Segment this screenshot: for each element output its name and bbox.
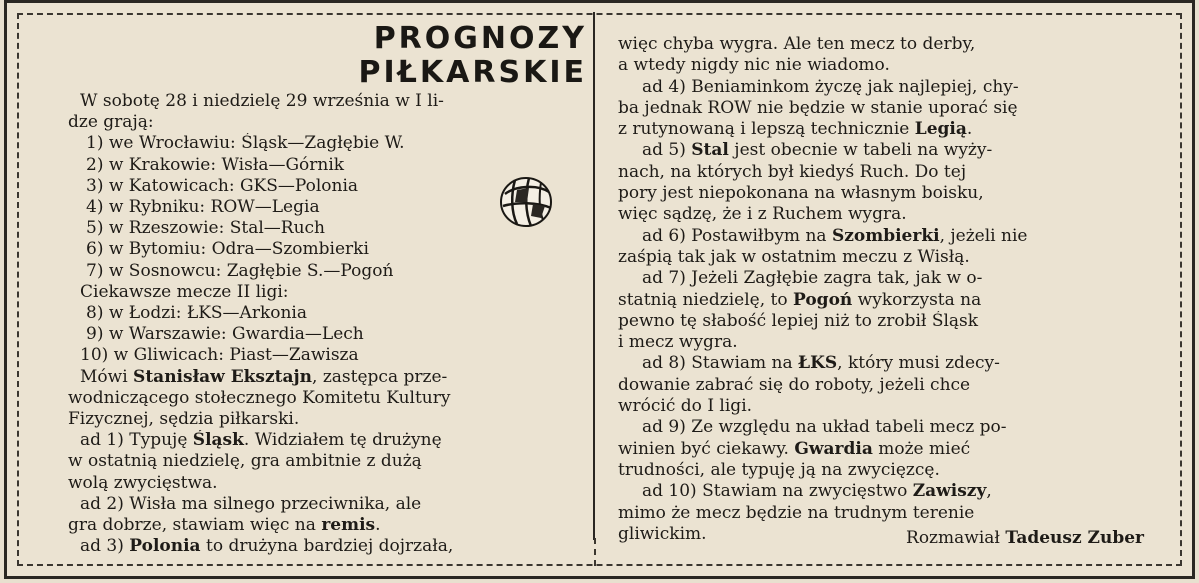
text-segment: W sobotę 28 i niedzielę 29 września w I li- (80, 91, 444, 111)
text-line (618, 226, 1148, 247)
bold-segment: Pogoń (793, 289, 853, 310)
text-segment: ad 5) (642, 140, 692, 161)
text-segment: a wtedy nigdy nic nie wiadomo. (618, 55, 890, 76)
text-segment: 7) w Sosnowcu: Zagłębie S.—Pogoń (86, 260, 394, 281)
text-line (68, 218, 578, 239)
text-line (618, 417, 1148, 438)
bold-segment: Polonia (129, 536, 201, 557)
text-segment: 8) w Łodzi: ŁKS—Arkonia (86, 303, 307, 324)
text-line (68, 409, 578, 430)
text-segment: Fizycznej, sędzia piłkarski. (68, 409, 300, 430)
bold-segment: Gwardia (794, 438, 873, 459)
signature (906, 528, 1144, 549)
text-segment: dze grają: (68, 112, 154, 133)
text-segment: pory jest niepokonana na własnym boisku, (618, 183, 984, 204)
text-line (68, 515, 578, 536)
left-column (68, 91, 578, 557)
text-line (618, 375, 1148, 396)
text-line (618, 34, 1148, 55)
text-segment: ad 4) Beniaminkom życzę jak najlepiej, chy- (642, 76, 1019, 97)
text-line (618, 162, 1148, 183)
text-line (68, 324, 578, 345)
text-line (618, 332, 1148, 353)
text-segment-tail: . (375, 515, 381, 536)
text-line (618, 290, 1148, 311)
text-segment: pewno tę słabość lepiej niż to zrobił Śląsk (618, 310, 979, 331)
text-line (68, 473, 578, 494)
text-line (618, 119, 1148, 140)
text-line (618, 77, 1148, 98)
text-segment: nach, na których był kiedyś Ruch. Do tej (618, 161, 967, 182)
text-segment-tail: może mieć (872, 438, 971, 459)
text-line (618, 460, 1148, 481)
text-segment: 2) w Krakowie: Wisła—Górnik (86, 154, 345, 175)
text-segment: ad 6) Postawiłbym na (642, 225, 832, 246)
text-segment-tail: . Widziałem tę drużynę (243, 430, 442, 451)
bold-segment: Szombierki (831, 225, 940, 246)
text-segment: ad 2) Wisła ma silnego przeciwnika, ale (80, 493, 422, 514)
text-segment: zaśpią tak jak w ostatnim meczu z Wisłą. (618, 246, 970, 267)
text-segment: winien być ciekawy. (618, 438, 795, 459)
text-segment: ad 3) (80, 536, 130, 557)
text-segment: ad 8) Stawiam na (642, 353, 799, 374)
article-title (359, 22, 588, 90)
text-line (618, 247, 1148, 268)
text-segment-tail: . (966, 119, 973, 140)
bold-segment: ŁKS (798, 353, 838, 374)
text-segment: z rutynowaną i lepszą technicznie (618, 119, 915, 140)
text-segment: w ostatnią niedzielę, gra ambitnie z dużą (68, 451, 422, 472)
text-segment: Ciekawsze mecze II ligi: (80, 281, 289, 302)
text-line (68, 282, 578, 303)
text-line (68, 91, 578, 112)
text-segment-tail: to drużyna bardziej dojrzała, (200, 536, 454, 557)
text-line (68, 430, 578, 451)
text-line (68, 133, 578, 154)
signature-prefix: Rozmawiał (906, 528, 1006, 548)
signature-name: Tadeusz Zuber (1005, 528, 1144, 548)
text-line (618, 503, 1148, 524)
column-divider-dashed (594, 538, 596, 566)
bold-segment: Zawiszy (912, 481, 987, 502)
text-segment: wolą zwycięstwa. (68, 472, 218, 493)
text-segment-tail: , który musi zdecy- (837, 353, 1000, 374)
text-segment: 4) w Rybniku: ROW—Legia (86, 197, 320, 218)
text-line (68, 388, 578, 409)
text-segment: więc chyba wygra. Ale ten mecz to derby, (618, 34, 976, 54)
text-line (68, 494, 578, 515)
text-line (68, 239, 578, 260)
text-segment-tail: , jeżeli nie (939, 225, 1028, 246)
text-line (68, 197, 578, 218)
text-segment: ad 10) Stawiam na zwycięstwo (642, 481, 913, 502)
bold-segment: Śląsk (192, 430, 244, 451)
text-line (618, 353, 1148, 374)
text-segment: 1) we Wrocławiu: Śląsk—Zagłębie W. (86, 133, 405, 154)
text-line (618, 98, 1148, 119)
text-segment: 9) w Warszawie: Gwardia—Lech (86, 324, 364, 345)
text-line (618, 140, 1148, 161)
text-segment-tail: jest obecnie w tabeli na wyży- (728, 140, 993, 161)
text-segment: statnią niedzielę, to (618, 289, 794, 310)
bold-segment: Stal (691, 140, 729, 161)
text-segment: gra dobrze, stawiam więc na (68, 515, 322, 536)
text-segment: trudności, ale typuję ją na zwycięzcę. (618, 459, 940, 480)
bold-segment: remis (321, 515, 376, 536)
title-line-2: PIŁKARSKIE (358, 55, 587, 90)
right-column (618, 34, 1148, 545)
text-line (68, 261, 578, 282)
text-segment-tail: , (986, 481, 992, 502)
text-segment: dowanie zabrać się do roboty, jeżeli chce (618, 374, 971, 395)
text-line (68, 155, 578, 176)
text-segment: ad 7) Jeżeli Zagłębie zagra tak, jak w o- (642, 268, 983, 289)
text-segment: więc sądzę, że i z Ruchem wygra. (618, 204, 907, 225)
text-segment-tail: , zastępca prze- (312, 366, 448, 387)
text-line (68, 367, 578, 388)
text-segment: ad 1) Typuję (80, 430, 193, 451)
text-segment: gliwickim. (618, 523, 707, 544)
text-line (68, 536, 578, 557)
text-line (68, 345, 578, 366)
text-line (68, 112, 578, 133)
text-segment-tail: wykorzysta na (852, 289, 982, 310)
bold-segment: Stanisław Eksztajn (133, 366, 313, 387)
text-line (618, 204, 1148, 225)
text-segment: ad 9) Ze względu na układ tabeli mecz po- (642, 417, 1007, 438)
text-line (68, 303, 578, 324)
text-line (618, 439, 1148, 460)
bold-segment: Legią (914, 119, 967, 140)
text-line (618, 396, 1148, 417)
text-line (618, 55, 1148, 76)
text-segment: 5) w Rzeszowie: Stal—Ruch (86, 218, 325, 239)
text-segment: i mecz wygra. (618, 332, 738, 353)
text-segment: wodniczącego stołecznego Komitetu Kultury (68, 387, 451, 408)
text-line (68, 451, 578, 472)
text-line (618, 481, 1148, 502)
text-segment: 6) w Bytomiu: Odra—Szombierki (86, 239, 369, 260)
text-segment: ba jednak ROW nie będzie w stanie uporać się (618, 97, 1018, 118)
text-segment: Mówi (80, 366, 134, 387)
text-line (68, 176, 578, 197)
text-segment: 3) w Katowicach: GKS—Polonia (86, 175, 359, 196)
text-line (618, 268, 1148, 289)
text-segment: wrócić do I ligi. (618, 396, 753, 417)
title-line-1: PROGNOZY (373, 21, 587, 56)
text-line (618, 183, 1148, 204)
text-segment: mimo że mecz będzie na trudnym terenie (618, 502, 975, 523)
text-segment: 10) w Gliwicach: Piast—Zawisza (80, 345, 359, 366)
column-divider (593, 12, 595, 540)
text-line (618, 311, 1148, 332)
